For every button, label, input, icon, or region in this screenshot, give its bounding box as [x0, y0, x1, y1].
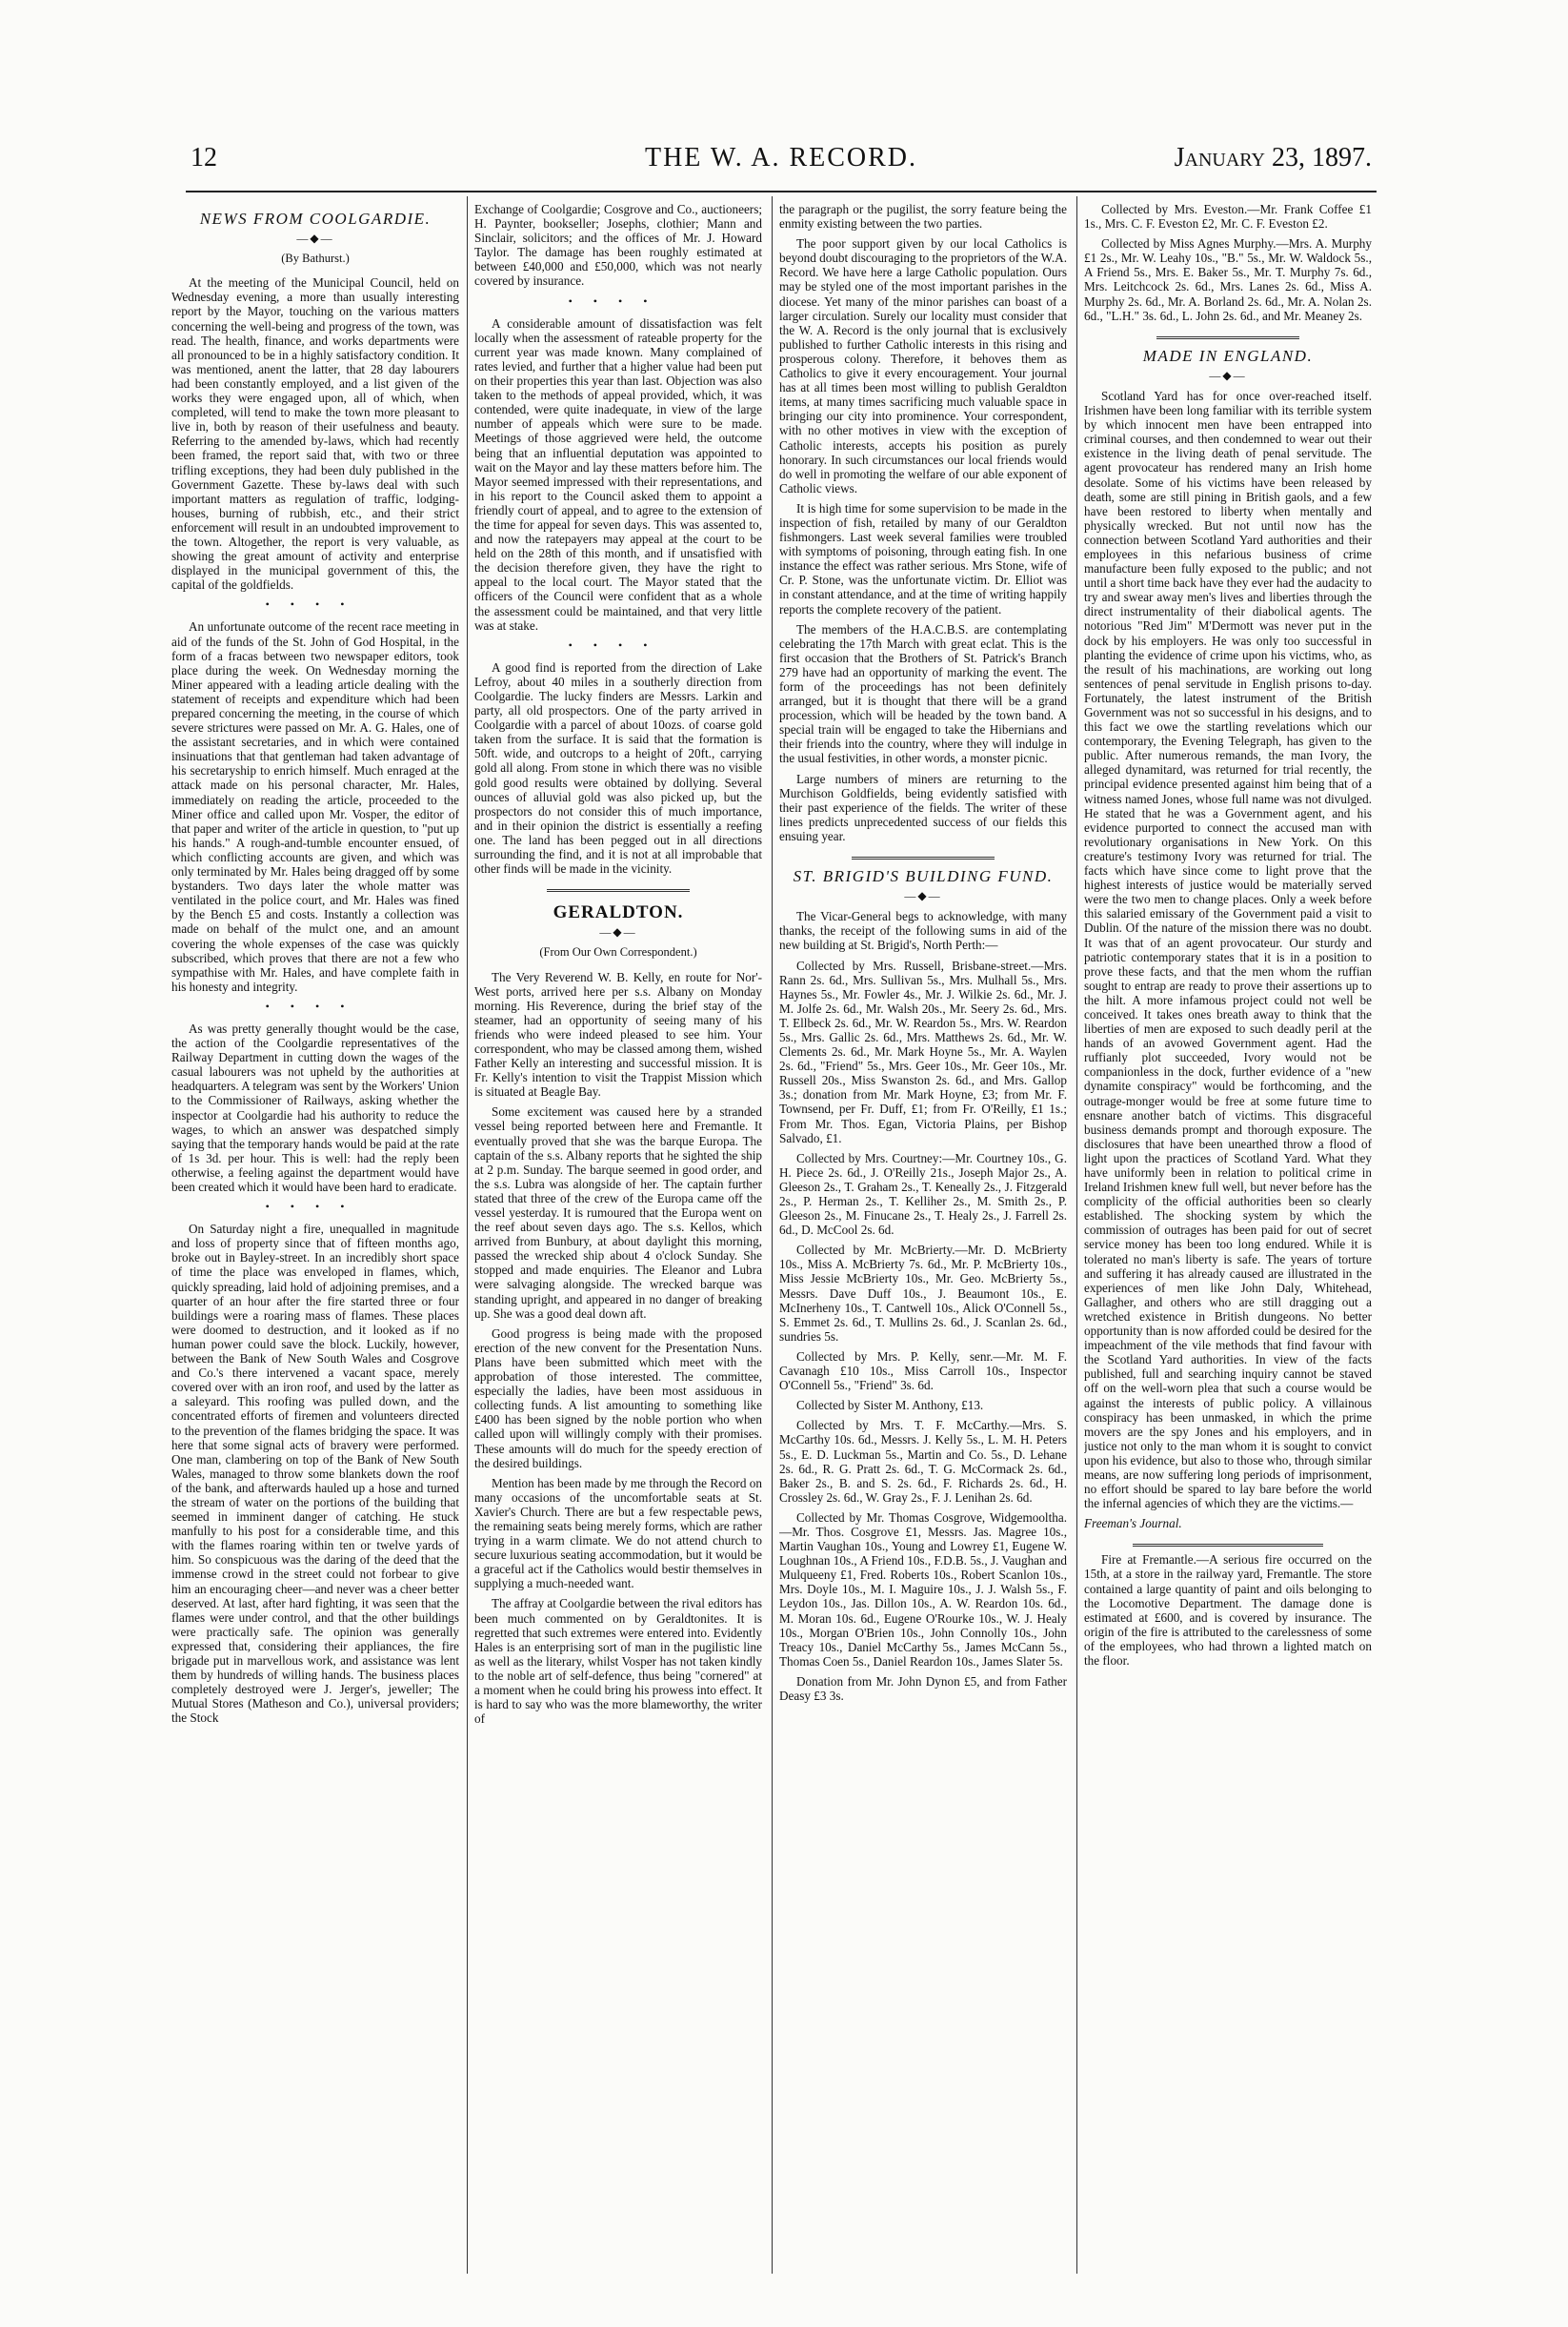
- article-paragraph: Collected by Sister M. Anthony, £13.: [796, 1398, 984, 1413]
- article-paragraph: The poor support given by our local Catholics is beyond doubt discouraging to the proprietors of the W.A. Record. We have here a large Catholic population. Ours may be styled one of the most important parishes in the diocese. Yet many of the minor parishes can boast of a larger circulation. Surely our locality must consider that the W. A. Record is the only journal that is exclusively published to further Catholic interests in this rising and prosperous colony. Therefore, it behoves them as Catholics to give it every encouragement. Your journal has at all times been most willing to publish Geraldton items, at many times sacrificing much valuable space in bringing our city into prominence. Your correspondent, with no other motives in view with the exception of Catholic interests, accepts his position as purely honorary. In such circumstances our local friends would do well in promoting the welfare of our able exponent of Catholic views.: [779, 236, 1067, 496]
- section-stars: ••••: [265, 999, 366, 1013]
- section-stars: ••••: [568, 637, 669, 652]
- issue-date: January 23, 1897.: [1174, 143, 1372, 172]
- article-paragraph: Large numbers of miners are returning to the Murchison Goldfields, being evidently satisfied with their past experience of the fields. The writer of these lines predicts unprecedented success of our fields this ensuing year.: [779, 771, 1067, 843]
- column-divider: [467, 196, 468, 2274]
- section-rule: [1156, 336, 1299, 339]
- article-paragraph: the paragraph or the pugilist, the sorry feature being the enmity existing between the two parties.: [779, 202, 1067, 232]
- page-header: [191, 143, 1372, 181]
- article-paragraph: The affray at Coolgardie between the rival editors has been much commented on by Geraldtonites. It is regretted that such extremes were entered into. Evidently Hales is an enterprising sort of man in the pugilistic line as well as the literary, whilst Vosper has not taken kindly to the noble art of self-defence, thus being "cornered" at a moment when he could bring his prowess into effect. It is hard to say who was the more blameworthy, the writer of: [474, 1596, 762, 1727]
- section-stars: ••••: [265, 1200, 366, 1214]
- column-4: [1084, 202, 1372, 2279]
- article-paragraph: Mention has been made by me through the Record on many occasions of the uncomfortable seats at St. Xavier's Church. There are but a few respectable pews, the remaining seats being merely forms, which are rather trying in a warm climate. We do not attend church to secure luxurious seating accommodation, but it would be a graceful act if the Catholics would bestir themselves in supplying a much-needed want.: [474, 1475, 762, 1591]
- article-byline: (By Bathurst.): [281, 252, 350, 266]
- article-heading: ST. BRIGID'S BUILDING FUND.: [793, 867, 1054, 886]
- article-heading: NEWS FROM COOLGARDIE.: [199, 210, 432, 228]
- column-1: [171, 202, 459, 2279]
- ornament-divider: —◆—: [599, 925, 637, 940]
- section-rule: [1133, 1544, 1323, 1547]
- header-rule: [186, 191, 1377, 192]
- column-divider: [772, 196, 773, 2274]
- article-paragraph: Collected by Mrs. Eveston.—Mr. Frank Coffee £1 1s., Mrs. C. F. Eveston £2, Mr. C. F. Eveston £2.: [1084, 202, 1372, 232]
- ornament-divider: —◆—: [1209, 368, 1247, 382]
- article-paragraph: The Vicar-General begs to acknowledge, with many thanks, the receipt of the following sums in aid of the new building at St. Brigid's, North Perth:—: [779, 909, 1067, 953]
- article-paragraph: At the meeting of the Municipal Council, held on Wednesday evening, a more than usually interesting report by the Mayor, touching on the various matters concerning the well-being and progress of the town, was read. The health, finance, and works departments were all pronounced to be in a highly satisfactory condition. It was mentioned, anent the latter, that 28 day labourers had been constantly employed, and a list given of the works they were engaged upon, all of which, when completed, will tend to make the town more pleasant to live in, both by reason of their usefulness and beauty. Referring to the amended by-laws, which had recently been framed, the report said that, with two or three trifling exceptions, they had been duly published in the Government Gazette. These by-laws deal with such important matters as regulation of traffic, lodging-houses, burning of rubbish, etc., and their strict enforcement will result in an undoubted improvement to the town. Altogether, the report is very valuable, as showing the great amount of activity and enterprise displayed in the municipal government of this, the capital of the goldfields.: [171, 275, 459, 593]
- page-number: 12: [191, 143, 217, 172]
- article-paragraph: The members of the H.A.C.B.S. are contemplating celebrating the 17th March with great eclat. This is the first occasion that the Brothers of St. Patrick's Branch 279 have had an opportunity of marking the event. The form of the proceedings has not been definitely arranged, but it is thought that there will be a grand procession, which will be headed by the town band. A special train will be engaged to take the Hibernians and their friends into the country, where they will indulge in the usual festivities, in other words, a monster picnic.: [779, 621, 1067, 766]
- section-rule: [852, 857, 995, 860]
- column-2: [474, 202, 762, 2279]
- column-3: [779, 202, 1067, 2279]
- article-paragraph: Collected by Mrs. Russell, Brisbane-street.—Mrs. Rann 2s. 6d., Mrs. Sullivan 5s., Mrs. Mulhall 5s., Mrs. Haynes 5s., Mr. Fowler 4s., Mr. J. Wilkie 2s. 6d., Mr. J. M. Jolfe 2s. 6d., Mr. Walsh 20s., Mr. Seery 2s. 6d., Mrs. T. Ellbeck 2s. 6d., Mr. W. Reardon 5s., Mrs. W. Reardon 5s., Mrs. Gallic 2s. 6d., Mrs. Matthews 2s. 6d., Mr. W. Clements 2s. 6d., Mr. Mark Hoyne 5s., Mr. A. Waylen 2s. 6d., "Friend" 5s., Mrs. Geer 10s., Mr. Geer 10s., Mr. Russell 20s., Miss Swanston 2s. 6d., and Mrs. Gallop 3s.; donation from Mr. Mark Hoyne, £3; from Mr. F. Townsend, per Fr. Duff, £1; from Fr. O'Reilly, £1 1s.; From Mr. Thos. Egan, Victoria Plains, per Bishop Salvado, £1.: [779, 958, 1067, 1145]
- article-paragraph: Exchange of Coolgardie; Cosgrove and Co., auctioneers; H. Paynter, bookseller; Josephs, clothier; Mann and Sinclair, solicitors; and the offices of Mr. J. Howard Taylor. The damage has been roughly estimated at between £40,000 and £50,000, which was not nearly covered by insurance.: [474, 202, 762, 289]
- article-paragraph: Collected by Mr. Thomas Cosgrove, Widgemooltha.—Mr. Thos. Cosgrove £1, Messrs. Jas. Magree 10s., Martin Vaughan 10s., Young and Lowrey £1, Eugene W. Loughnan 10s., A Friend 10s., F.D.B. 5s., J. Vaughan and Mulqueeny £1, Fred. Roberts 10s., Robert Scanlon 10s., Mrs. Doyle 10s., M. I. Maguire 10s., J. J. Walsh 5s., F. Leydon 10s., Jas. Dillon 10s., A. W. Reardon 10s. 6d., M. Moran 10s. 6d., Eugene O'Rourke 10s., W. J. Healy 10s., Morgan O'Brien 10s., John Connolly 10s., John Treacy 10s., Daniel McCarthy 5s., James McCann 5s., Thomas Coen 5s., Daniel Reardon 10s., James Slater 5s.: [779, 1509, 1067, 1669]
- article-paragraph: An unfortunate outcome of the recent race meeting in aid of the funds of the St. John of God Hospital, in the form of a fracas between two newspaper editors, took place during the week. On Wednesday morning the Miner appeared with a leading article dealing with the statement of receipts and expenditure which had been prepared concerning the meeting, in the course of which severe strictures were passed on Mr. A. G. Hales, one of the assistant secretaries, and in which were contained insinuations that that gentleman had taken advantage of his secretaryship to enrich himself. Much enraged at the attack made on his personal character, Mr. Hales, immediately on reading the article, proceeded to the Miner office and called upon Mr. Vosper, the editor of that paper and writer of the article in question, to "put up his hands." A rough-and-tumble encounter ensued, of which conflicting accounts are given, and which was only terminated by Mr. Hales being dragged off by some bystanders. Two days later the whole matter was ventilated in the police court, and Mr. Hales was fined by the Bench £5 and costs. Instantly a collection was made on behalf of the mulct one, and an amount covering the whole expenses of the case was quickly subscribed, which proves that there are not a few who sympathise with Mr. Hales, and have complete faith in his honesty and integrity.: [171, 619, 459, 994]
- article-heading: MADE IN ENGLAND.: [1142, 346, 1314, 365]
- article-paragraph: Collected by Mrs. P. Kelly, senr.—Mr. M. F. Cavanagh £10 10s., Miss Carroll 10s., Inspector O'Connell 5s., "Friend" 3s. 6d.: [779, 1348, 1067, 1393]
- article-paragraph: Some excitement was caused here by a stranded vessel being reported between here and Fremantle. It eventually proved that she was the barque Europa. The captain of the s.s. Albany reports that he sighted the ship at 2 p.m. Sunday. The barque seemed in good order, and the s.s. Lubra was alongside of her. The captain further stated that three of the crew of the Europa came off the vessel yesterday. It is rumoured that the Europa went on the reef about seven days ago. The s.s. Kellos, which arrived from Bunbury, at about daylight this morning, passed the wrecked ship about 4 o'clock Sunday. She stopped and made enquiries. The Eleanor and Lubra were salvaging alongside. The wrecked barque was standing upright, and appeared in no danger of breaking up. She was a good deal down aft.: [474, 1104, 762, 1321]
- section-rule: [547, 889, 690, 892]
- section-stars: ••••: [568, 293, 669, 308]
- article-paragraph: Scotland Yard has for once over-reached itself. Irishmen have been long familiar with its terrible system by which innocent men have been entrapped into criminal courses, and then condemned to wear out their existence in the living death of penal servitude. The agent provocateur has rendered many an Irish home desolate. Some of his victims have been released by death, some are still pining in British gaols, and a few have been restored to liberty when mentally and physically wrecked. But not until now has the connection between Scotland Yard authorities and their employees in this nefarious business of crime manufacture been fully exposed to the public; and not until a short time back have they ever had the audacity to try and swear away men's lives and liberties through the direct instrumentality of their diabolical agents. The notorious "Red Jim" M'Dermott was never put in the dock by his employers. He was only too successful in planting the evidence of crime upon his victims, who, as the result of his machinations, are working out long sentences of penal servitude in English prisons to-day. Fortunately, the latest instrument of the British Government was not so successful in his designs, and to this fact we owe the startling revelations which our contemporary, the Evening Telegraph, has given to the public. After numerous remands, the man Ivory, the alleged dynamitard, was returned for trial recently, the principal evidence presented against him being that of a witness named Jones, whose full name was not divulged. He stated that he was a Government agent, and his evidence purported to connect the accused man with revolutionary organisations in New York. On this creature's testimony Ivory was returned for trial. The facts which have since come to light prove that the highest interests of justice would be materially served were the two men to change places. Only a week before this salaried emissary of the Government paid a visit to Dublin. Of the nature of the mission there was no doubt. It was that of an agent provocateur. Our sturdy and patriotic contemporary states that it is in a position to prove these facts, and that the men whom the ruffian sought to entrap are ready to prove their assertions up to the hilt. A more infamous project could not well be conceived. It takes ones breath away to think that the liberties of men are exposed to such deadly peril at the hands of an avowed Government agent. Had the ruffianly plot succeeded, Ivory would not be companionless in the dock, further evidence of a "new dynamite conspiracy" would be forthcoming, and the outrage-monger would be free at some future time to ensnare another batch of victims. This disgraceful business demands prompt and thorough exposure. The disclosures that have been unearthed throw a flood of light upon the practices of Scotland Yard. What they have uniformly been in relation to political crime in Ireland Irishmen knew full well, but never before has the complicity of the official authorities been so clearly established. The shocking system by which the commission of outrages has been paid for out of secret service money has been too long endured. While it is tolerated no man's liberty is safe. The years of torture and suffering it has already caused are illustrated in the experiences of men like John Daly, Whitehead, Gallagher, and others who are still dragging out a wretched existence in British dungeons. No better opportunity than is now afforded could be desired for the impeachment of the vile methods that find favour with the Scotland Yard authorities. In view of the facts published, full and searching inquiry cannot be staved off on the well-worn plea that such a course would be against the interests of public policy. A villainous conspiracy has been unmasked, in which the prime movers are the spy Jones and his employers, and in justice not only to the man whom it is sought to convict upon his evidence, but also to those who, through similar means, are now suffering long periods of imprisonment, no effort should be spared to lay bare before the world the infernal agencies of which they are the victims.—: [1084, 388, 1372, 1511]
- article-paragraph: Collected by Mrs. T. F. McCarthy.—Mrs. S. McCarthy 10s. 6d., Messrs. J. Kelly 5s., L. M. H. Peters 5s., E. D. Luckman 5s., Martin and Co. 5s., D. Lehane 2s. 6d., R. G. Pratt 2s. 6d., T. G. McCormack 2s. 6d., Baker 2s., B. and S. 2s. 6d., F. Richards 2s. 6d., H. Crossley 2s. 6d., W. Gray 2s., F. J. Lenihan 2s. 6d.: [779, 1418, 1067, 1505]
- section-stars: ••••: [265, 597, 366, 612]
- masthead-title: THE W. A. RECORD.: [644, 143, 918, 172]
- article-paragraph: Fire at Fremantle.—A serious fire occurred on the 15th, at a store in the railway yard, Fremantle. The store contained a large quantity of paint and oils belonging to the Locomotive Department. The damage done is estimated at £600, and is covered by insurance. The origin of the fire is attributed to the carelessness of some of the employees, who had thrown a lighted match on the floor.: [1084, 1552, 1372, 1668]
- article-paragraph: Collected by Mrs. Courtney:—Mr. Courtney 10s., G. H. Piece 2s. 6d., J. O'Reilly 21s., Joseph Major 2s., A. Gleeson 2s., T. Graham 2s., T. Keneally 2s., J. Fitzgerald 2s., P. Herman 2s., T. Kelliher 2s., M. Smith 2s., P. Gleeson 2s., M. Finucane 2s., T. Healy 2s., J. Farrell 2s. 6d., D. McCool 2s. 6d.: [779, 1150, 1067, 1238]
- article-byline: (From Our Own Correspondent.): [539, 945, 697, 960]
- column-divider: [1076, 196, 1077, 2274]
- article-paragraph: It is high time for some supervision to be made in the inspection of fish, retailed by many of our Geraldton fishmongers. Last week several families were troubled with symptoms of poisoning, through eating fish. In one instance the effect was rather serious. Mrs Stone, wife of Cr. P. Stone, was the unfortunate victim. Dr. Elliot was in constant attendance, and at the time of writing happily reports the complete recovery of the patient.: [779, 500, 1067, 617]
- article-paragraph: Donation from Mr. John Dynon £5, and from Father Deasy £3 3s.: [779, 1673, 1067, 1703]
- ornament-divider: —◆—: [296, 232, 334, 246]
- article-heading: GERALDTON.: [553, 902, 684, 923]
- article-paragraph: Collected by Miss Agnes Murphy.—Mrs. A. Murphy £1 2s., Mr. W. Leahy 10s., "B." 5s., Mr. W. Waldock 5s., A Friend 5s., Mrs. E. Baker 5s., Mr. T. Murphy 7s. 6d., Mrs. Leitchcock 2s. 6d., Mrs. Lanes 2s. 6d., Miss A. Murphy 2s. 6d., Mr. A. Borland 2s. 6d., Mr. A. Nolan 2s. 6d., "L.H." 3s. 6d., L. John 2s. 6d., and Mr. Meaney 2s.: [1084, 236, 1372, 323]
- article-paragraph: As was pretty generally thought would be the case, the action of the Coolgardie representatives of the Railway Department in cutting down the wages of the casual labourers was not upheld by the authorities at headquarters. A telegram was sent by the Workers' Union to the Commissioner of Railways, asking whether the inspector at Coolgardie had his authority to reduce the wages, to which an answer was despatched simply saying that the temporary hands would be paid at the rate of 1s 3d. per hour. This is well: had the reply been otherwise, a feeling against the department would have been created which it would have been hard to eradicate.: [171, 1021, 459, 1194]
- article-paragraph: Collected by Mr. McBrierty.—Mr. D. McBrierty 10s., Miss A. McBrierty 7s. 6d., Mr. P. McBrierty 10s., Miss Jessie McBrierty 10s., Mr. Geo. McBrierty 5s., Messrs. Dave Duff 10s., J. Beaumont 10s., E. McInerheny 10s., T. Cantwell 10s., Alick O'Connell 5s., S. Emmet 2s. 6d., T. Mullins 2s. 6d., J. Scanlan 2s. 6d., sundries 5s.: [779, 1243, 1067, 1344]
- article-paragraph: The Very Reverend W. B. Kelly, en route for Nor'-West ports, arrived here per s.s. Albany on Monday morning. His Reverence, during the brief stay of the steamer, had an opportunity of seeing many of his friends who were indeed pleased to see him. Your correspondent, who may be classed among them, wished Father Kelly an interesting and successful mission. It is Fr. Kelly's intention to visit the Trappist Mission which is situated at Beagle Bay.: [474, 969, 762, 1100]
- ornament-divider: —◆—: [904, 889, 942, 903]
- article-paragraph: A good find is reported from the direction of Lake Lefroy, about 40 miles in a southerly direction from Coolgardie. The lucky finders are Messrs. Larkin and party, all old prospectors. One of the party arrived in Coolgardie with a parcel of about 10ozs. of coarse gold taken from the surface. It is said that the formation is 50ft. wide, and outcrops to a height of 20ft., carrying gold all along. From stone in which there was no visible gold good results were obtained by dollying. Several ounces of alluvial gold was also picked up, but the prospectors do not consider this of much importance, and in their opinion the district is essentially a reefing one. The land has been pegged out in all directions surrounding the find, and it is not at all improbable that other finds will be made in the vicinity.: [474, 659, 762, 877]
- article-source: Freeman's Journal.: [1084, 1516, 1182, 1531]
- article-paragraph: On Saturday night a fire, unequalled in magnitude and loss of property since that of fifteen months ago, broke out in Bayley-street. In an incredibly short space of time the place was enveloped in flames, which, quickly spreading, laid hold of adjoining premises, and a quarter of an hour after the fire started three or four buildings were a roaring mass of flames. These places were doomed to destruction, and it looked as if no human power could save the block. Luckily, however, between the Bank of New South Wales and Cosgrove and Co.'s there intervened a vacant space, merely covered over with an iron roof, and used by the latter as a saleyard. This roofing was pulled down, and the concentrated efforts of firemen and volunteers directed to the prevention of the flames bridging the space. It was here that some signal acts of bravery were performed. One man, clambering on top of the Bank of New South Wales, managed to throw some blankets down the roof of the bank, and afterwards hauled up a hose and turned the stream of water on the portions of the building that seemed in imminent danger of catching. He stuck manfully to his post for a considerable time, and this with the flames roaring within ten or twelve yards of him. So conspicuous was the daring of the deed that the immense crowd in the street could not forbear to give him an encouraging cheer—and never was a cheer better deserved. At last, after hard fighting, it was seen that the flames were under control, and that the other buildings were practically safe. The opinion was generally expressed that, considering their appliances, the fire brigade put in marvellous work, and assistance was lent them by hundreds of willing hands. The business places completely destroyed were J. Jerger's, jeweller; The Mutual Stores (Matheson and Co.), universal providers; the Stock: [171, 1222, 459, 1726]
- article-paragraph: A considerable amount of dissatisfaction was felt locally when the assessment of rateable property for the current year was made known. Many complained of rates levied, and further that a higher value had been put on their properties this year than last. Objection was also taken to the methods of appeal provided, which, it was contended, were quite inadequate, in view of the large number of appeals which were sure to be made. Meetings of those aggrieved were held, the outcome being that an influential deputation was appointed to wait on the Mayor and lay these matters before him. The Mayor seemed impressed with their representations, and in his report to the Council asked them to appoint a friendly court of appeal, and to agree to the extension of the time for appeal for seven days. This was assented to, and now the ratepayers may appeal at the court to be held on the 28th of this month, and if unsatisfied with the decision therefore given, they have the right to appeal to the local court. The Mayor stated that the officers of the Council were confident that as a whole the assessment could be maintained, and that very little was at stake.: [474, 315, 762, 633]
- article-paragraph: Good progress is being made with the proposed erection of the new convent for the Presentation Nuns. Plans have been submitted which meet with the approbation of those interested. The committee, especially the ladies, have been most assiduous in collecting funds. A list amounting to something like £400 has been signed by the noble portion who when called upon will willingly comply with their promises. These amounts will do much for the speedy erection of the desired buildings.: [474, 1325, 762, 1470]
